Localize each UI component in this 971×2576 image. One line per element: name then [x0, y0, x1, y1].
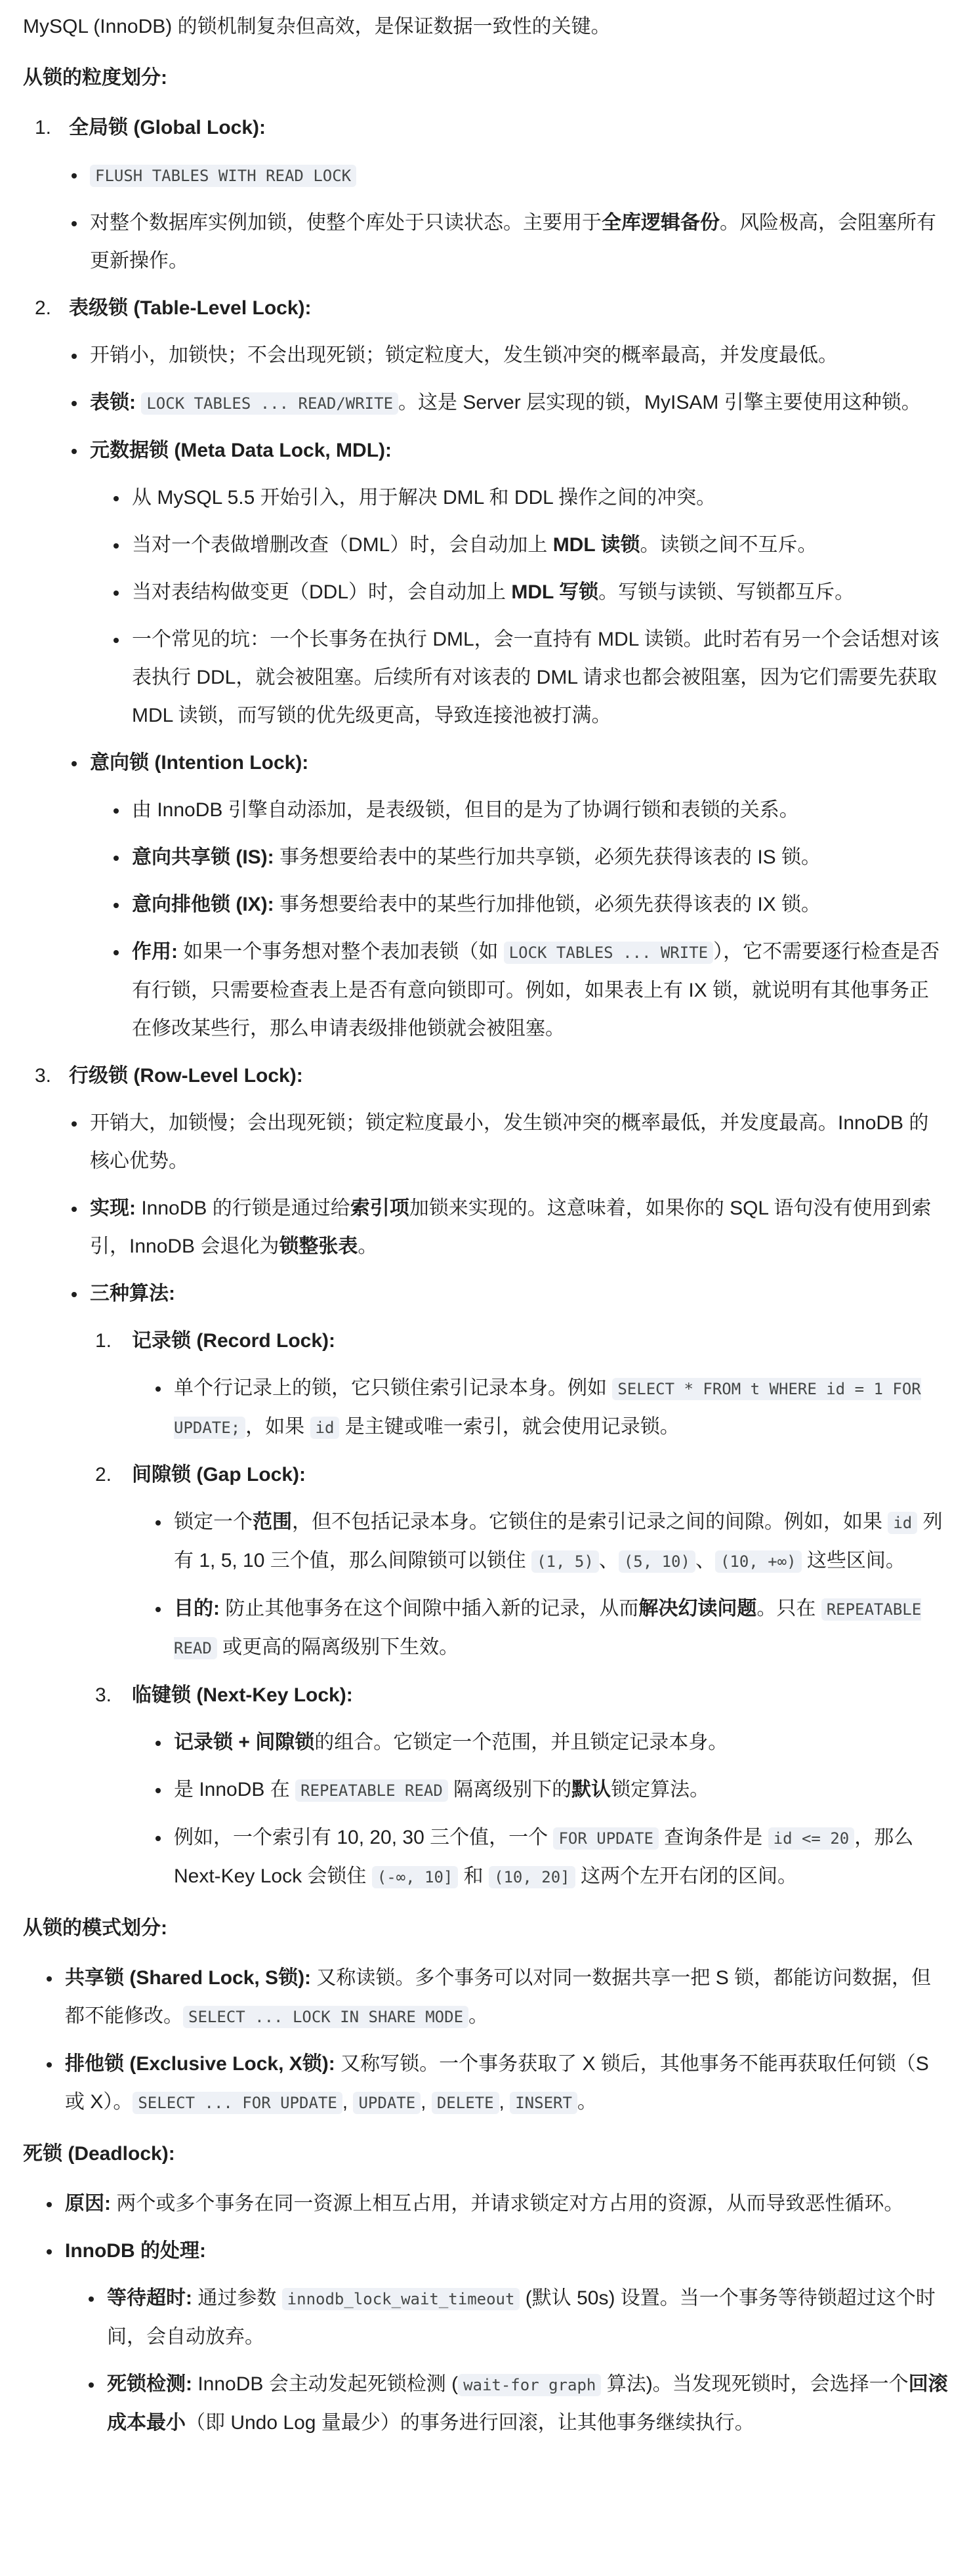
mdl-heading: 元数据锁 (Meta Data Lock, MDL): — [90, 440, 392, 461]
list-item — [153, 1590, 948, 1667]
text: 和 — [458, 1865, 489, 1887]
record-lock-heading: 记录锁 (Record Lock): — [132, 1330, 336, 1352]
text: 事务想要给表中的某些行加共享锁，必须先获得该表的 IS 锁。 — [274, 846, 821, 868]
code-flush-tables: FLUSH TABLES WITH READ LOCK — [90, 165, 356, 187]
code-delete: DELETE — [432, 2092, 499, 2114]
list-item — [153, 1369, 948, 1447]
text: 列有 1, 5, 10 三个值，那么间隙锁可以锁住 — [174, 1511, 943, 1571]
global-lock-item — [23, 109, 948, 280]
text: 对整个数据库实例加锁，使整个库处于只读状态。主要用于 — [90, 212, 602, 234]
list-item — [69, 744, 948, 1048]
mode-title: 从锁的模式划分: — [23, 1917, 167, 1939]
text: 。写锁与读锁、写锁都互斥。 — [598, 581, 855, 603]
text: ，那么 Next-Key Lock 会锁住 — [174, 1827, 914, 1887]
text: 防止其他事务在这个间隙中插入新的记录，从而 — [220, 1598, 639, 1619]
bold-text: 默认 — [571, 1779, 611, 1800]
text: 的组合。它锁定一个范围，并且锁定记录本身。 — [314, 1732, 728, 1753]
list-item — [44, 1959, 948, 2036]
list-item — [69, 204, 948, 280]
item-number: 3. — [35, 1065, 52, 1087]
code-select-for-update: SELECT ... FOR UPDATE — [133, 2092, 342, 2114]
text: , — [421, 2091, 432, 2113]
bold-text: 共享锁 (Shared Lock, S锁): — [65, 1967, 312, 1989]
text: （即 Undo Log 量最少）的事务进行回滚，让其他事务继续执行。 — [186, 2412, 754, 2434]
innodb-handling-heading: InnoDB 的处理: — [65, 2240, 206, 2262]
code-for-update: FOR UPDATE — [553, 1827, 659, 1850]
text: 隔离级别下的 — [447, 1779, 572, 1800]
table-lock-item — [23, 289, 948, 1048]
granularity-title: 从锁的粒度划分: — [23, 67, 167, 89]
text: 。读锁之间不互斥。 — [640, 534, 817, 556]
text: 如果一个事务想对整个表加表锁（如 — [178, 941, 504, 963]
code-lock-tables-write: LOCK TABLES ... WRITE — [504, 942, 713, 964]
intention-heading: 意向锁 (Intention Lock): — [90, 752, 309, 774]
list-item — [153, 1771, 948, 1810]
list-item — [69, 1190, 948, 1266]
code-range: (1, 5) — [531, 1550, 599, 1573]
text: 锁定一个 — [174, 1511, 253, 1533]
text: 。 — [577, 2091, 597, 2113]
bold-text: 排他锁 (Exclusive Lock, X锁): — [65, 2053, 335, 2075]
text: InnoDB 的行锁是通过给 — [136, 1197, 350, 1219]
code-isolation-level: REPEATABLE READ — [174, 1598, 921, 1659]
code-lock-tables: LOCK TABLES ... READ/WRITE — [141, 392, 398, 415]
row-lock-item — [23, 1057, 948, 1896]
algorithms-heading: 三种算法: — [90, 1283, 175, 1304]
algorithms-list — [95, 1322, 948, 1896]
text: 例如，一个索引有 10, 20, 30 三个值，一个 — [174, 1827, 554, 1848]
code-isolation-level: REPEATABLE READ — [295, 1779, 448, 1802]
text: InnoDB 会主动发起死锁检测 ( — [192, 2373, 459, 2395]
bold-text: 记录锁 + 间隙锁 — [174, 1732, 315, 1753]
text: 、 — [695, 1550, 715, 1571]
text: ，如果 — [245, 1416, 310, 1438]
list-item: 开销大，加锁慢；会出现死锁；锁定粒度最小，发生锁冲突的概率最低，并发度最高。InnoDB 的核心优势。 — [69, 1104, 948, 1180]
global-lock-heading: 全局锁 (Global Lock): — [69, 117, 266, 138]
text: ，但不包括记录本身。它锁住的是索引记录之间的间隙。例如，如果 — [292, 1511, 888, 1533]
deadlock-list — [44, 2185, 948, 2442]
text: 。风险极高，会阻塞所有更新操作。 — [90, 212, 936, 272]
bold-text: 锁整张表 — [279, 1236, 358, 1257]
text: 这两个左开右闭的区间。 — [575, 1865, 797, 1887]
code-update: UPDATE — [353, 2092, 421, 2114]
list-item — [111, 933, 948, 1048]
list-item — [69, 1275, 948, 1896]
list-item — [86, 2279, 948, 2356]
bold-text: MDL 读锁 — [552, 534, 640, 556]
list-item — [153, 1503, 948, 1581]
item-number: 2. — [95, 1464, 112, 1485]
bold-text: 回滚成本最小 — [107, 2373, 948, 2434]
text: 当对表结构做变更（DDL）时，会自动加上 — [132, 581, 512, 603]
text: , — [499, 2091, 510, 2113]
text: 。 — [358, 1236, 378, 1257]
bold-text: 索引项 — [350, 1197, 409, 1219]
list-item — [153, 1724, 948, 1762]
list-item: 开销小，加锁快；不会出现死锁；锁定粒度大，发生锁冲突的概率最高，并发度最低。 — [69, 337, 948, 375]
code-range: (10, 20] — [489, 1866, 575, 1888]
text: 两个或多个事务在同一资源上相互占用，并请求锁定对方占用的资源，从而导致恶性循环。 — [111, 2193, 904, 2214]
item-number: 2. — [35, 297, 52, 319]
item-number: 1. — [95, 1330, 112, 1352]
mode-list — [44, 1959, 948, 2122]
text: 事务想要给表中的某些行加排他锁，必须先获得该表的 IX 锁。 — [274, 894, 821, 915]
list-item — [69, 384, 948, 423]
code-range: (-∞, 10] — [372, 1866, 459, 1888]
bold-text: 实现: — [90, 1197, 136, 1219]
bold-text: MDL 写锁 — [511, 581, 599, 603]
text: 锁定算法。 — [611, 1779, 710, 1800]
gap-lock-item — [95, 1456, 948, 1667]
code-lock-in-share-mode: SELECT ... LOCK IN SHARE MODE — [183, 2006, 468, 2028]
text: 查询条件是 — [658, 1827, 768, 1848]
code-wait-for-graph: wait-for graph — [458, 2374, 601, 2396]
text: 这些区间。 — [801, 1550, 905, 1571]
list-item — [111, 839, 948, 877]
bold-text: 目的: — [174, 1598, 220, 1619]
bold-text: 范围 — [253, 1511, 292, 1533]
text: 。 — [468, 2005, 489, 2027]
text: ），它不需要逐行检查是否有行锁，只需要检查表上是否有意向锁即可。例如，如果表上有 IX 锁，就说明有其他事务正在修改某些行，那么申请表级排他锁就会被阻塞。 — [132, 941, 940, 1039]
code-select-for-update: SELECT * FROM t WHERE id = 1 FOR UPDATE; — [174, 1378, 921, 1439]
list-item — [44, 2232, 948, 2442]
list-item — [44, 2045, 948, 2122]
table-lock-heading: 表级锁 (Table-Level Lock): — [69, 297, 312, 319]
bold-text: 意向共享锁 (IS): — [132, 846, 274, 868]
text: 通过参数 — [192, 2287, 282, 2309]
text: (默认 50s) 设置。当一个事务等待锁超过这个时间，会自动放弃。 — [107, 2287, 936, 2348]
list-item — [44, 2185, 948, 2223]
bold-text: 作用: — [132, 941, 178, 963]
row-lock-heading: 行级锁 (Row-Level Lock): — [69, 1065, 303, 1087]
text: 是主键或唯一索引，就会使用记录锁。 — [339, 1416, 680, 1438]
list-item — [153, 1819, 948, 1896]
list-item — [111, 526, 948, 564]
gap-lock-heading: 间隙锁 (Gap Lock): — [132, 1464, 306, 1485]
text: , — [342, 2091, 354, 2113]
bold-text: 表锁: — [90, 392, 136, 413]
item-number: 1. — [35, 117, 52, 138]
list-item — [69, 156, 948, 195]
text: 加锁来实现的。这意味着，如果你的 SQL 语句没有使用到索引，InnoDB 会退化为 — [90, 1197, 932, 1257]
next-key-lock-item — [95, 1676, 948, 1896]
code-range: (5, 10) — [619, 1550, 695, 1573]
bold-text: 意向排他锁 (IX): — [132, 894, 274, 915]
bold-text: 等待超时: — [107, 2287, 192, 2309]
list-item — [111, 886, 948, 924]
text: 单个行记录上的锁，它只锁住索引记录本身。例如 — [174, 1377, 613, 1399]
next-key-lock-heading: 临键锁 (Next-Key Lock): — [132, 1684, 353, 1706]
code-id: id — [310, 1417, 340, 1439]
text: 又称写锁。一个事务获取了 X 锁后，其他事务不能再获取任何锁（S 或 X）。 — [65, 2053, 929, 2113]
text: 或更高的隔离级别下生效。 — [217, 1636, 459, 1658]
list-item — [86, 2365, 948, 2442]
code-condition: id <= 20 — [768, 1827, 855, 1850]
code-insert: INSERT — [510, 2092, 577, 2114]
list-item: 从 MySQL 5.5 开始引入，用于解决 DML 和 DDL 操作之间的冲突。 — [111, 479, 948, 517]
granularity-list — [23, 109, 948, 1896]
item-number: 3. — [95, 1684, 112, 1706]
text: 又称读锁。多个事务可以对同一数据共享一把 S 锁，都能访问数据，但都不能修改。 — [65, 1967, 932, 2027]
text: 当对一个表做增删改查（DML）时，会自动加上 — [132, 534, 553, 556]
bold-text: 死锁检测: — [107, 2373, 192, 2395]
bold-text: 解决幻读问题 — [638, 1598, 757, 1619]
deadlock-title: 死锁 (Deadlock): — [23, 2143, 175, 2165]
code-id: id — [888, 1512, 917, 1534]
bold-text: 原因: — [65, 2193, 111, 2214]
list-item: 一个常见的坑：一个长事务在执行 DML，会一直持有 MDL 读锁。此时若有另一个会话想对该表执行 DDL，就会被阻塞。后续所有对该表的 DML 请求也都会被阻塞，因为它们需要先获取 MDL 读锁，而写锁的优先级更高，导致连接池被打满。 — [111, 621, 948, 735]
text: 是 InnoDB 在 — [174, 1779, 296, 1800]
text: 算法)。当发现死锁时，会选择一个 — [601, 2373, 909, 2395]
list-item — [111, 573, 948, 612]
code-lock-wait-timeout: innodb_lock_wait_timeout — [282, 2288, 520, 2310]
list-item — [69, 432, 948, 735]
record-lock-item — [95, 1322, 948, 1447]
bold-text: 全库逻辑备份 — [602, 212, 720, 234]
list-item: 由 InnoDB 引擎自动添加，是表级锁，但目的是为了协调行锁和表锁的关系。 — [111, 791, 948, 829]
code-range: (10, +∞) — [715, 1550, 802, 1573]
text: 。这是 Server 层实现的锁，MyISAM 引擎主要使用这种锁。 — [398, 392, 921, 413]
text: 。只在 — [756, 1598, 821, 1619]
text: 、 — [598, 1550, 619, 1571]
intro-text: MySQL (InnoDB) 的锁机制复杂但高效，是保证数据一致性的关键。 — [23, 16, 611, 37]
